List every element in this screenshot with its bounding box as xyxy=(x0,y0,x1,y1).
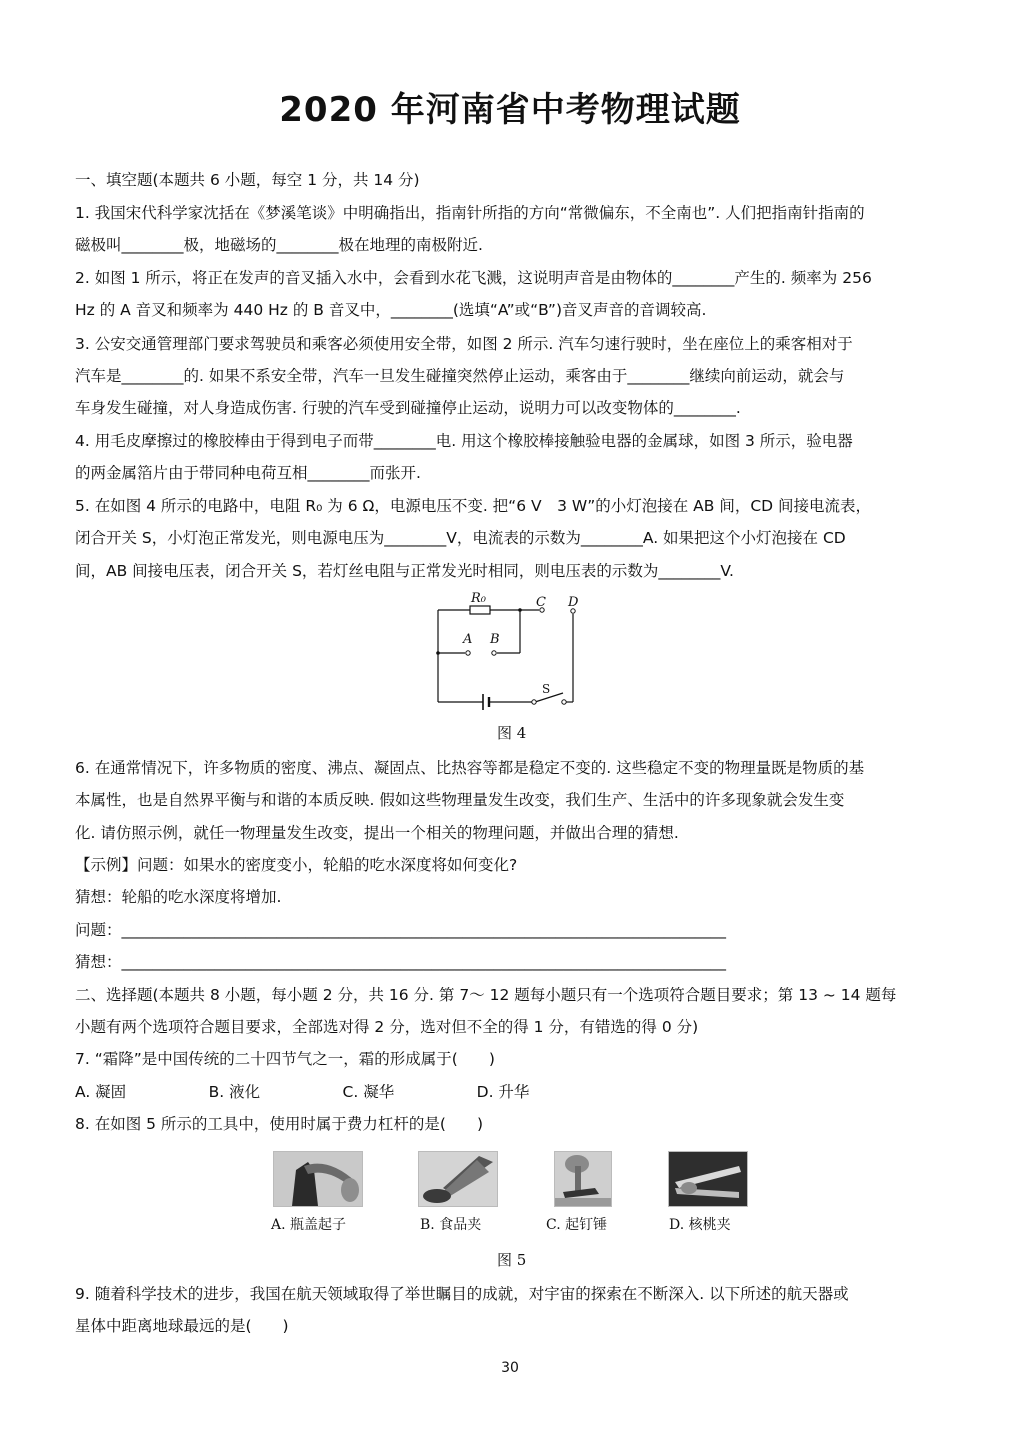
label-s: S xyxy=(542,682,551,696)
page-title: 2020 年河南省中考物理试题 xyxy=(279,90,741,130)
question-line: 9. 随着科学技术的进步，我国在航天领域取得了举世瞩目的成就，对宇宙的探索在不断深入. 以下所述的航天器或 xyxy=(75,1285,849,1303)
figure-4-caption: 图 4 xyxy=(497,724,527,742)
question-line: 1. 我国宋代科学家沈括在《梦溪笔谈》中明确指出，指南针所指的方向“常微偏东，不全南也”. 人们把指南针指南的 xyxy=(75,204,865,222)
question-line: 间，AB 间接电压表，闭合开关 S，若灯丝电阻与正常发光时相同，则电压表的示数为________V. xyxy=(75,562,734,580)
question-line: 8. 在如图 5 所示的工具中，使用时属于费力杠杆的是( ) xyxy=(75,1115,484,1133)
food-tongs-photo xyxy=(418,1151,498,1207)
question-line: 化. 请仿照示例，就任一物理量发生改变，提出一个相关的物理问题，并做出合理的猜想. xyxy=(75,824,679,842)
fig5-label-a: A. 瓶盖起子 xyxy=(271,1217,347,1233)
question-line: 汽车是________的. 如果不系安全带，汽车一旦发生碰撞突然停止运动，乘客由于________继续向前运动，就会与 xyxy=(75,367,845,385)
bottle-opener-photo xyxy=(273,1151,363,1207)
answer-line-question: 问题：______________________________________________________________________________ xyxy=(75,921,727,939)
question-line: 的两金属箔片由于带同种电荷互相________而张开. xyxy=(75,464,421,482)
nutcracker-photo xyxy=(668,1151,748,1207)
section-2-heading: 二、选择题(本题共 8 小题，每小题 2 分，共 16 分. 第 7～ 12 题每小题只有一个选项符合题目要求；第 13 ~ 14 题每 xyxy=(75,986,897,1004)
fig5-label-b: B. 食品夹 xyxy=(420,1217,482,1233)
label-d: D xyxy=(568,595,579,610)
label-r0: R₀ xyxy=(471,591,486,606)
section-1-heading: 一、填空题(本题共 6 小题，每空 1 分，共 14 分) xyxy=(75,171,420,189)
question-line: 本属性，也是自然界平衡与和谐的本质反映. 假如这些物理量发生改变，我们生产、生活中的许多现象就会发生变 xyxy=(75,791,845,809)
figure-5-caption: 图 5 xyxy=(497,1251,527,1269)
question-line: 5. 在如图 4 所示的电路中，电阻 R₀ 为 6 Ω，电源电压不变. 把“6 V 3 W”的小灯泡接在 AB 间，CD 间接电流表， xyxy=(75,497,872,515)
question-line: 车身发生碰撞，对人身造成伤害. 行驶的汽车受到碰撞停止运动，说明力可以改变物体的________. xyxy=(75,399,741,417)
claw-hammer-photo xyxy=(554,1151,612,1207)
circuit-diagram xyxy=(425,590,595,715)
question-line: 4. 用毛皮摩擦过的橡胶棒由于得到电子而带________电. 用这个橡胶棒接触验电器的金属球，如图 3 所示，验电器 xyxy=(75,432,853,450)
question-line: 闭合开关 S，小灯泡正常发光，则电源电压为________V，电流表的示数为________A. 如果把这个小灯泡接在 CD xyxy=(75,529,846,547)
question-line: 【示例】问题：如果水的密度变小，轮船的吃水深度将如何变化? xyxy=(75,856,518,874)
question-line: 6. 在通常情况下，许多物质的密度、沸点、凝固点、比热容等都是稳定不变的. 这些稳定不变的物理量既是物质的基 xyxy=(75,759,865,777)
question-line: 磁极叫________极，地磁场的________极在地理的南极附近. xyxy=(75,236,483,254)
question-line: 猜想：轮船的吃水深度将增加. xyxy=(75,888,282,906)
label-b: B xyxy=(490,632,500,647)
answer-line-guess: 猜想：______________________________________________________________________________ xyxy=(75,953,727,971)
page-number: 30 xyxy=(501,1360,519,1376)
question-line: Hz 的 A 音叉和频率为 440 Hz 的 B 音叉中，________(选填“A”或“B”)音叉声音的音调较高. xyxy=(75,301,707,319)
question-line: 2. 如图 1 所示，将正在发声的音叉插入水中，会看到水花飞溅，这说明声音是由物体的________产生的. 频率为 256 xyxy=(75,269,872,287)
question-line: 7. “霜降”是中国传统的二十四节气之一，霜的形成属于( ) xyxy=(75,1050,495,1068)
question-7-options: A. 凝固 B. 液化 C. 凝华 D. 升华 xyxy=(75,1083,530,1101)
question-line: 小题有两个选项符合题目要求，全部选对得 2 分，选对但不全的得 1 分，有错选的得 0 分) xyxy=(75,1018,699,1036)
fig5-label-c: C. 起钉锤 xyxy=(546,1217,608,1233)
fig5-label-d: D. 核桃夹 xyxy=(669,1217,731,1233)
label-a: A xyxy=(463,632,473,647)
question-line: 3. 公安交通管理部门要求驾驶员和乘客必须使用安全带，如图 2 所示. 汽车匀速行驶时，坐在座位上的乘客相对于 xyxy=(75,335,853,353)
label-c: C xyxy=(536,595,546,610)
question-line: 星体中距离地球最远的是( ) xyxy=(75,1317,289,1335)
